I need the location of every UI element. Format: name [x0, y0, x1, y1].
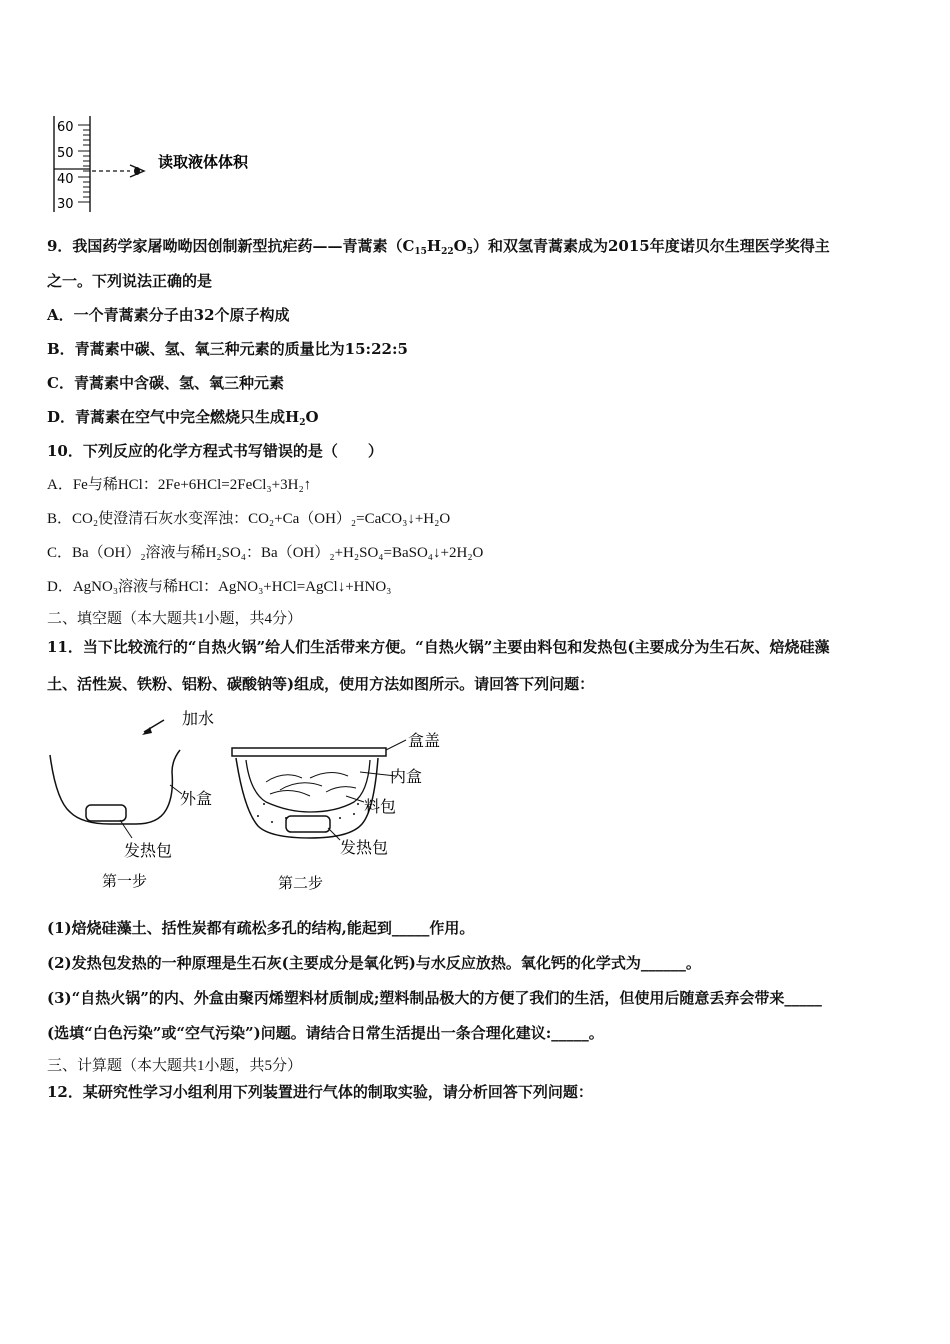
q12-stem: 12．某研究性学习小组利用下列装置进行气体的制取实验，请分析回答下列问题：: [47, 1083, 593, 1101]
q9-stem-line2: 之一。下列说法正确的是: [47, 272, 213, 290]
tick-label-30: 30: [57, 197, 74, 212]
q9-option-a: A．一个青蒿素分子由32个原子构成: [47, 306, 290, 324]
q11-part4: (选填“白色污染”或“空气污染”)问题。请结合日常生活提出一条合理化建议:_____。: [47, 1024, 604, 1042]
q9-stem-line1: 9．我国药学家屠呦呦因创制新型抗疟药——青蒿素$(C_{15}H_{22}O_5)$和双氢青蒿素成为2015年度诺贝尔生理医学奖得主: [47, 237, 830, 257]
q11-part2: (2)发热包发热的一种原理是生石灰(主要成分是氧化钙)与水反应放热。氧化钙的化学式为______。: [47, 954, 701, 972]
cylinder-caption: 读取液体体积: [158, 153, 249, 171]
measuring-cylinder-figure: [40, 112, 280, 218]
label-step2: 第二步: [278, 874, 324, 892]
label-outer-box: 外盒: [180, 789, 213, 808]
label-heat-pack-2: 发热包: [340, 838, 389, 857]
heat-pack-step1: [86, 805, 126, 821]
q9-option-c: C．青蒿素中含碳、氢、氧三种元素: [47, 374, 284, 392]
section-2-heading: 二、填空题（本大题共1小题，共4分）: [47, 611, 303, 627]
q10-option-d: D．AgNO₃溶液与稀HCl：AgNO₃+HCl=AgCl↓+HNO₃: [47, 579, 392, 595]
label-step1: 第一步: [102, 872, 148, 890]
label-inner-box: 内盒: [390, 767, 423, 786]
heat-pack-step2: [286, 816, 330, 832]
q9-option-d: D．青蒿素在空气中完全燃烧只生成$H_2O$: [47, 408, 319, 428]
q11-part1: (1)焙烧硅藻土、括性炭都有疏松多孔的结构,能起到_____作用。: [47, 919, 475, 937]
tick-label-40: 40: [57, 172, 74, 187]
hotpot-figure: [40, 700, 460, 900]
section-3-heading: 三、计算题（本大题共1小题，共5分）: [47, 1058, 303, 1074]
q10-option-c: C．Ba（OH）₂溶液与稀H₂SO₄：Ba（OH）₂+H₂SO₄=BaSO₄↓+2H₂O: [47, 545, 484, 561]
tick-label-50: 50: [57, 146, 74, 161]
q10-option-b: B．CO₂使澄清石灰水变浑浊：CO₂+Ca（OH）₂=CaCO₃↓+H₂O: [47, 511, 451, 527]
q11-stem-line2: 土、活性炭、铁粉、铝粉、碳酸钠等)组成，使用方法如图所示。请回答下列问题：: [47, 675, 595, 693]
q10-stem: 10．下列反应的化学方程式书写错误的是（ ）: [47, 442, 383, 460]
label-heat-pack-1: 发热包: [124, 841, 173, 860]
q11-stem-line1: 11．当下比较流行的“自热火锅”给人们生活带来方便。“自热火锅”主要由料包和发热包(主要成分为生石灰、焙烧硅藻: [47, 638, 830, 656]
label-food-pack: 料包: [364, 797, 397, 816]
label-lid: 盒盖: [408, 731, 441, 750]
q10-option-a: A．Fe与稀HCl：2Fe+6HCl=2FeCl₃+3H₂↑: [47, 477, 312, 493]
label-add-water: 加水: [182, 709, 215, 728]
lid: [232, 748, 386, 756]
tick-label-60: 60: [57, 120, 74, 135]
q9-option-b: B．青蒿素中碳、氢、氧三种元素的质量比为15:22:5: [47, 340, 408, 358]
q11-part3: (3)“自热火锅”的内、外盒由聚丙烯塑料材质制成;塑料制品极大的方便了我们的生活，但使用后随意丢弃会带来_____: [47, 989, 822, 1007]
